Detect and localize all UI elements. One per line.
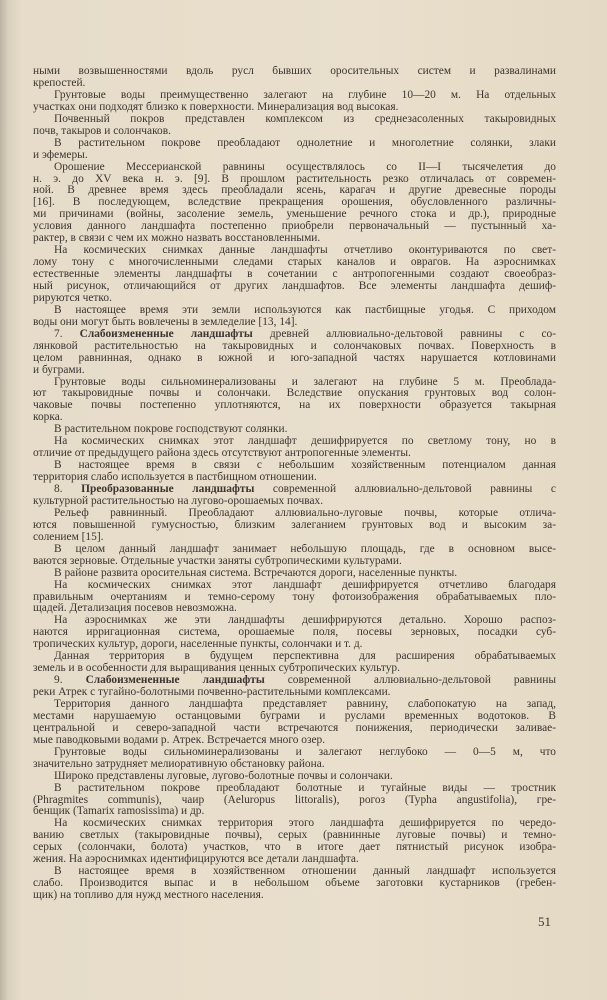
text-line: В настоящее время в хозяйственном отношении данный ландшафт используется [54, 866, 556, 878]
text-line: На космических снимках этот ландшафт дешифрируется по светлому тону, но в [54, 436, 556, 448]
text-line: ют такыровидные почвы и солончаки. Вследствие опускания грунтовых вод солон- [33, 388, 556, 400]
line-text: современной аллювиально-дельтовой равнины [264, 675, 556, 687]
paragraph [33, 138, 556, 162]
text-line: Рельеф равнинный. Преобладают аллювиально-луговые почвы, которые отлича- [54, 507, 556, 519]
text-line: и эфемеры. [33, 148, 88, 161]
text-line: ванию светлых (такыровидные почвы), серых (равнинные луговые почвы) и темно- [33, 830, 556, 842]
text-line: В целом данный ландшафт занимает небольшую площадь, где в основном высе- [54, 543, 556, 555]
text-line: бенщик (Tamarix ramosissima) и др. [33, 805, 205, 818]
paragraph [33, 615, 556, 651]
line-text: современной аллювиально-дельтовой равнины с [254, 484, 556, 495]
text-line: Широко представлены луговые, лугово-болотные почвы и солончаки. [54, 769, 393, 782]
paragraph [33, 866, 556, 902]
text-line: (Phragmites communis), чаир (Aeluropus littoralis), рогоз (Typha angustifolia), гре- [33, 794, 556, 806]
text-line: значительно затрудняет мелиоративную обстановку района. [33, 757, 325, 770]
text-line: ваются зерновые. Отдельные участки заняты субтропическими культурами. [33, 554, 402, 567]
text-line: крепостей. [33, 76, 86, 89]
section-number: 9. [54, 675, 63, 687]
text-line: чаковые почвы постепенно уплотняются, на их поверхности образуется такырная [33, 400, 556, 412]
section-number: 8. [54, 484, 63, 495]
paragraph [33, 424, 556, 436]
text-line: В растительном покрове преобладают болотные и тугайные виды — тростник [54, 782, 556, 794]
text-line: На космических снимках этот ландшафт дешифрируется отчетливо благодаря [54, 579, 556, 591]
section-heading: Слабоизмененные ландшафты [85, 675, 265, 687]
text-line: центральной и северо-западной части встречаются понижения, периодически заливае- [33, 722, 556, 734]
paragraph [33, 90, 556, 114]
paragraph [33, 771, 556, 783]
text-line: реки Атрек с тугайно-болотными почвенно-растительными комплексами. [33, 686, 391, 699]
text-line: целом равнинная, однако в южной и юго-западной частях нарушается котловинами [33, 352, 556, 364]
text-line: участках они подходят близко к поверхности. Минерализация вод высокая. [33, 100, 399, 113]
text-line: условия данного ландшафта постепенно приобрели первоначальный — пустынный ха- [33, 221, 556, 233]
text-line: щик) на топливо для нужд местного населения. [33, 889, 264, 902]
paragraph [33, 747, 556, 771]
text-line: солением [15]. [33, 530, 104, 543]
section-heading: Преобразованные ландшафты [81, 484, 255, 495]
text-line [33, 329, 556, 341]
paragraph [33, 460, 556, 484]
paragraph [33, 651, 556, 675]
text-line: почв, такыров и солончаков. [33, 124, 171, 137]
paragraph [33, 329, 556, 377]
paragraph [33, 484, 556, 508]
text-line: В настоящее время в связи с небольшим хозяйственным потенциалом данная [54, 460, 556, 472]
paragraph [33, 818, 556, 866]
text-line: культурной растительностью на лугово-орошаемых почвах. [33, 494, 324, 507]
text-line: ными возвышенностями вдоль русл бывших оросительных систем и развалинами [33, 66, 556, 77]
text-line: Грунтовые воды сильноминерализованы и залегают на глубине 5 м. Преоблада- [54, 376, 556, 388]
body-text [33, 66, 556, 902]
text-line: территория слабо используется в пастбищном отношении. [33, 471, 317, 484]
text-line: мые паводковыми водами р. Атрек. Встречается много озер. [33, 733, 326, 746]
text-line: правильным очертаниям и темно-серому тону фотоизображения обрабатываемых пло- [33, 591, 556, 603]
text-line: В настоящее время эти земли используются как пастбищные угодья. С приходом [54, 304, 556, 316]
text-line: тропических культур, дороги, населенные пункты, солончаки и т. д. [33, 638, 363, 651]
paragraph [33, 675, 556, 699]
text-line: Данная территория в будущем перспективна для расширения обрабатываемых [54, 651, 556, 663]
paragraph [33, 245, 556, 305]
text-line: и буграми. [33, 363, 85, 376]
text-line: лому тону с многочисленными следами старых каналов и оврагов. На аэроснимках [33, 257, 556, 269]
paragraph [33, 114, 556, 138]
paragraph [33, 66, 556, 90]
paragraph [33, 162, 556, 246]
text-line: На космических снимках данные ландшафты отчетливо оконтуриваются по свет- [54, 245, 556, 257]
text-line: естественные элементы ландшафты в сочетании с антропогенными создают своеобраз- [33, 269, 556, 281]
text-line: Орошение Мессерианской равнины осуществлялось со II—I тысячелетия до [54, 161, 556, 173]
paragraph [33, 699, 556, 747]
text-line: В растительном покрове господствуют солянки. [54, 423, 288, 436]
paragraph [33, 508, 556, 544]
text-line: лянковой растительностью на такыровидных и солончаковых почвах. Поверхность в [33, 340, 556, 352]
text-line: рируются четко. [33, 291, 112, 304]
text-line: Территория данного ландшафта представляет равнину, слабопокатую на запад, [54, 699, 556, 710]
text-line: На аэроснимках же эти ландшафты дешифрируются детально. Хорошо распоз- [54, 615, 556, 627]
paragraph [33, 568, 556, 580]
text-line: В растительном покрове преобладают однолетние и многолетние солянки, злаки [54, 137, 556, 149]
text-line: рактер, в связи с чем их можно назвать восстановленными. [33, 232, 321, 245]
text-line: н. э. до XV века н. э. [9]. В прошлом растительность резко отличалась от современ- [33, 173, 556, 185]
text-line: щадей. Детализация посевов невозможна. [33, 602, 237, 615]
text-line: Почвенный покров представлен комплексом из среднезасоленных такыровидных [54, 113, 556, 125]
text-line: слабо. Производится выпас и в небольшом объеме заготовки кустарников (гребен- [33, 878, 556, 890]
text-line: [16]. В последующем, вследствие прекращения орошения, обусловленного различны- [33, 197, 556, 209]
text-line: наются ирригационная система, орошаемые поля, посевы зерновых, посадки суб- [33, 627, 556, 639]
text-line: Грунтовые воды сильноминерализованы и залегают неглубоко — 0—5 м, что [54, 746, 556, 758]
paragraph [33, 783, 556, 819]
text-line: отличие от предыдущего района здесь отсутствуют антропогенные элементы. [33, 447, 411, 460]
paragraph [33, 377, 556, 425]
paragraph [33, 544, 556, 568]
text-line: ной. В древнее время здесь преобладали ясень, карагач и другие древесные породы [33, 185, 556, 197]
text-line: земель и в особенности для выращивания ценных субтропических культур. [33, 662, 400, 675]
text-line: ми причинами (войны, засоление земель, уменьшение речного стока и др.), природные [33, 209, 556, 221]
line-text: древней аллювиально-дельтовой равнины с со- [252, 328, 556, 340]
text-line: ются повышенной гумусностью, близким залеганием грунтовых вод и высоким за- [33, 519, 556, 531]
text-line: В районе развита оросительная система. Встречаются дороги, населенные пункты. [54, 566, 458, 579]
text-line: На космических снимках территория этого ландшафта дешифрируется по чередо- [54, 818, 556, 830]
paragraph [33, 580, 556, 616]
paragraph [33, 305, 556, 329]
text-line: ный рисунок, отличающийся от других ландшафтов. Все элементы ландшафта дешиф- [33, 280, 556, 292]
section-number: 7. [54, 328, 63, 340]
page-number: 51 [538, 914, 551, 929]
text-line: Грунтовые воды преимущественно залегают на глубине 10—20 м. На отдельных [54, 89, 556, 101]
text-line: корка. [33, 411, 63, 424]
text-line: местами нарушаемую останцовыми буграми и руслами временных водотоков. В [33, 710, 556, 722]
text-line: жения. На аэроснимках идентифицируются все детали ландшафта. [33, 853, 359, 866]
paragraph [33, 436, 556, 460]
text-line: воды они могут быть вовлечены в земледелие [13, 14]. [33, 315, 298, 328]
section-heading: Слабоизмененные ландшафты [79, 328, 253, 340]
text-line: серых (солончаки, болота) участков, что в итоге дает пятнистый рисунок изобра- [33, 842, 556, 854]
